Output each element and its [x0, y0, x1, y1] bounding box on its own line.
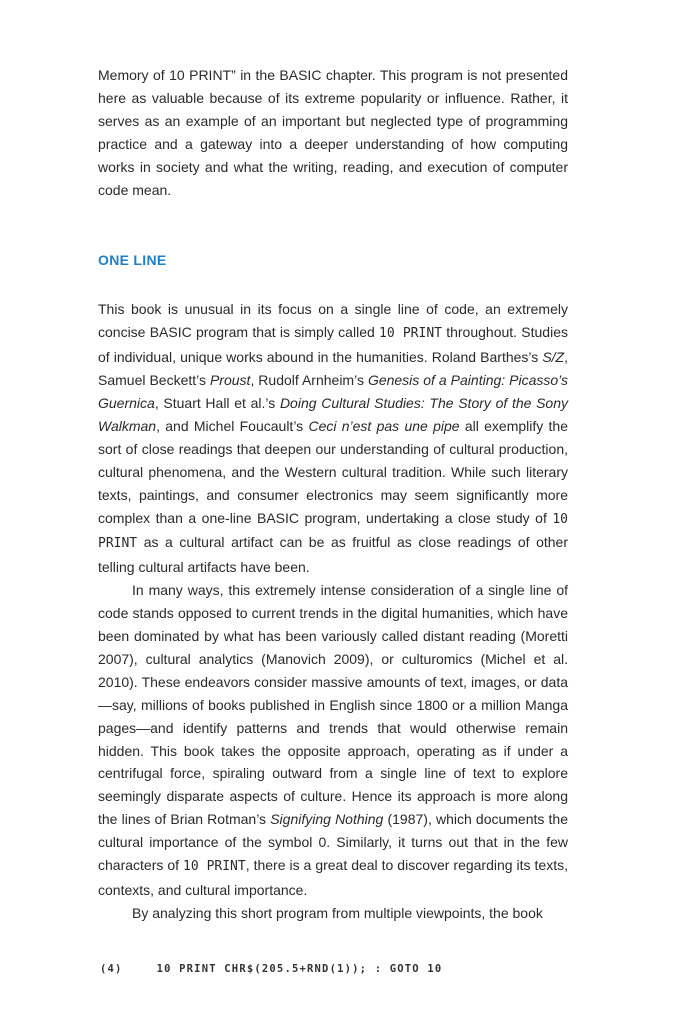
- text-run: all exemplify the sort of close readings that deepen our understanding of cultural production, cultural phenomena, and the Western cultural tradition. While such literary texts, paintings, and consumer electronics may seem significantly more complex than a one-line BASIC program, undertaking a close study of: [98, 417, 568, 526]
- inline-code: 10 PRINT: [98, 511, 568, 552]
- text-run: , there is a great deal to discover regarding its texts, contexts, and cultural importance.: [98, 857, 568, 898]
- paragraph-many-ways: [98, 579, 568, 902]
- text-run: as a cultural artifact can be as fruitful as close readings of other telling cultural artifacts have been.: [98, 534, 568, 576]
- italic-title: Signifying Nothing: [270, 811, 384, 828]
- text-run: Memory of 10 PRINT” in the BASIC chapter. This program is not presented here as valuable because of its extreme popularity or influence. Rather, it serves as an example of an important but neglected type of programming practice and a gateway into a deeper understanding of how computing works in society and what the writing, reading, and execution of computer code mean.: [98, 67, 568, 198]
- inline-code: 10 PRINT: [183, 859, 246, 875]
- running-head: 10 PRINT CHR$(205.5+RND(1)); : GOTO 10: [156, 963, 443, 975]
- paragraph-intro: [98, 64, 568, 201]
- italic-title: Doing Cultural Studies: The Story of the Sony Walkman: [98, 394, 568, 434]
- text-run: This book is unusual in its focus on a single line of code, an extremely concise BASIC program that is simply called: [98, 301, 568, 341]
- italic-title: S/Z: [542, 349, 565, 366]
- italic-title: Genesis of a Painting: Picasso’s Guernica: [98, 372, 569, 411]
- text-run: , Stuart Hall et al.’s: [154, 394, 280, 411]
- section-heading: ONE LINE: [98, 252, 167, 269]
- text-run: throughout. Studies of individual, unique works abound in the humanities. Roland Barthes’s: [98, 324, 568, 366]
- page-body: [98, 64, 568, 925]
- text-run: , and Michel Foucault’s: [156, 417, 309, 434]
- italic-title: Proust: [209, 372, 251, 389]
- text-run: , Rudolf Arnheim’s: [250, 372, 368, 389]
- italic-title: Ceci n’est pas une pipe: [308, 417, 460, 434]
- text-run: , Samuel Beckett’s: [98, 349, 568, 389]
- paragraph-analyzing: [98, 902, 568, 925]
- page-footer: [100, 963, 442, 975]
- text-run: By analyzing this short program from multiple viewpoints, the book: [132, 904, 543, 921]
- page-number: (4): [100, 963, 123, 975]
- text-run: In many ways, this extremely intense consideration of a single line of code stands opposed to current trends in the digital humanities, which have been dominated by what has been variously called distant reading (Moretti 2007), cultural analytics (Manovich 2009), or culturomics (Michel et al. 2010). These endeavors consider massive amounts of text, images, or data—say, millions of books published in English since 1800 or a million Manga pages—and identify patterns and trends that would otherwise remain hidden. This book takes the opposite approach, operating as if under a centrifugal force, spiraling outward from a single line of text to explore seemingly disparate aspects of culture. Hence its approach is more along the lines of Brian Rotman’s: [98, 582, 568, 828]
- paragraph-one-line: [98, 298, 568, 579]
- text-run: (1987), which documents the cultural importance of the symbol 0. Similarly, it turns out that in the few characters of: [98, 811, 568, 874]
- inline-code: 10 PRINT: [379, 326, 442, 342]
